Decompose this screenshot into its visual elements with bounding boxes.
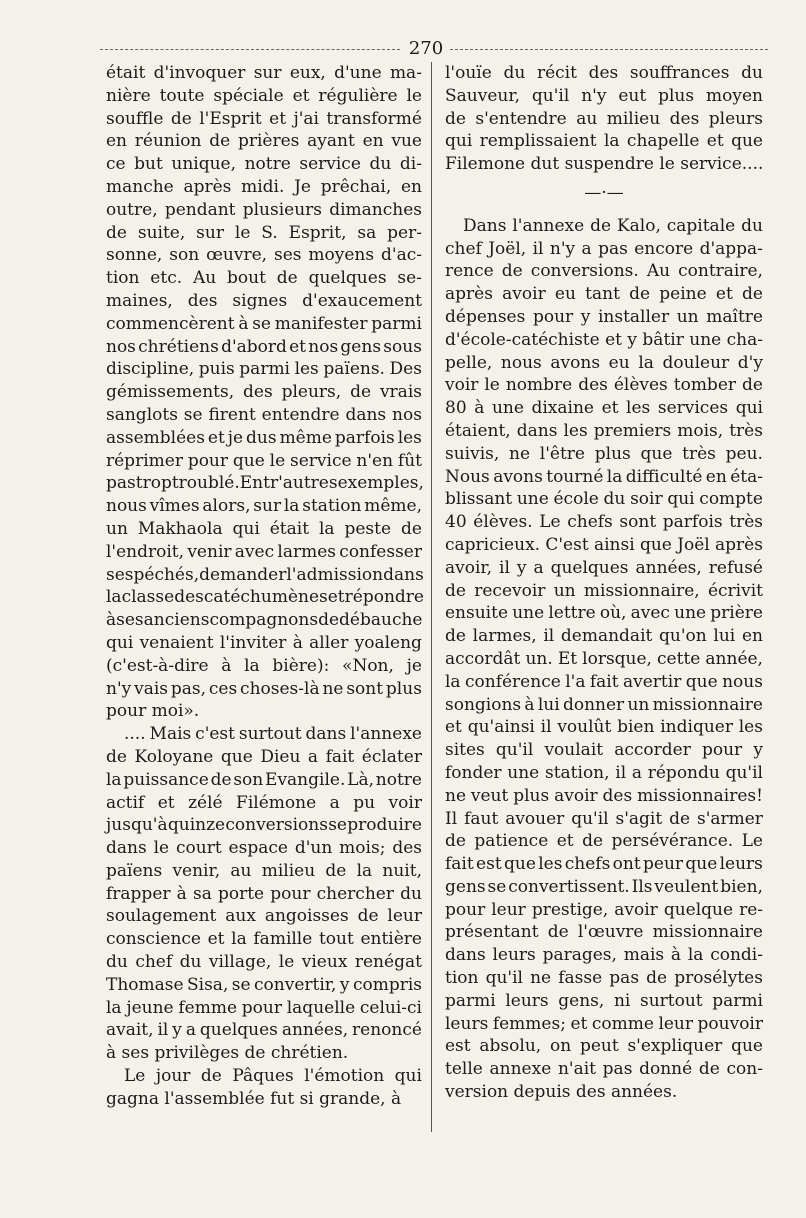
text-line: accordât un. Et lorsque, cette année, (445, 648, 763, 669)
text-line: ne veut plus avoir des missionnaires! (445, 785, 763, 806)
text-line: après avoir eu tant de peine et de (445, 284, 763, 305)
text-line: la jeune femme pour laquelle celui-ci (106, 997, 422, 1018)
text-line: pas trop troublé. Entr'autres exemples, (106, 473, 424, 494)
text-line: de suite, sur le S. Esprit, sa per- (106, 222, 422, 243)
text-line: est absolu, on peut s'expliquer que (445, 1036, 763, 1057)
text-line: gagna l'assemblée fut si grande, à (106, 1088, 402, 1109)
text-line: dans le court espace d'un mois; des (106, 838, 422, 859)
text-line: souffle de l'Esprit et j'ai transformé (106, 108, 422, 129)
text-line: pour moi». (106, 701, 200, 722)
text-line: nière toute spéciale et régulière le (106, 85, 422, 106)
section-separator: —·— (584, 182, 624, 203)
text-line: maines, des signes d'exaucement (106, 290, 422, 311)
text-line: parmi leurs gens, ni surtout parmi (445, 990, 763, 1011)
text-line: nous vîmes alors, sur la station même, (106, 496, 422, 517)
right-column (445, 62, 763, 1104)
text-line: .... Mais c'est surtout dans l'annexe (124, 724, 422, 745)
text-line: présentant de l'œuvre missionnaire (445, 922, 763, 943)
right-column-top-paragraph (445, 62, 763, 176)
text-line: l'ouïe du récit des souffrances du (445, 63, 763, 83)
text-line: rence de conversions. Au contraire, (445, 261, 763, 282)
text-line: conscience et la famille tout entière (106, 929, 422, 950)
text-line: gens se convertissent. Ils veulent bien, (445, 876, 763, 897)
text-line: de s'entendre au milieu des pleurs (445, 108, 763, 129)
text-line: leurs femmes; et comme leur pouvoir (445, 1013, 763, 1034)
column-divider (431, 62, 432, 1132)
text-line: à ses privilèges de chrétien. (106, 1043, 349, 1064)
text-line: la classe des catéchumènes et répondre (106, 587, 424, 608)
text-line: Dans l'annexe de Kalo, capitale du (463, 215, 763, 236)
text-line: qui venaient l'inviter à aller yoaleng (106, 632, 422, 653)
text-line: Sauveur, qu'il n'y eut plus moyen (445, 85, 763, 106)
text-line: la conférence l'a fait avertir que nous (445, 671, 763, 692)
text-line: en réunion de prières ayant en vue (106, 131, 422, 152)
text-line: tion qu'il ne fasse pas de prosélytes (445, 968, 763, 989)
text-line: outre, pendant plusieurs dimanches (106, 199, 422, 220)
text-line: tion etc. Au bout de quelques se- (106, 268, 422, 289)
text-line: du chef du village, le vieux renégat (106, 952, 422, 973)
text-line: jusqu'à quinze conversions se produire (106, 815, 422, 836)
text-line: Thomase Sisa, se convertir, y compris (106, 974, 422, 995)
text-line: commencèrent à se manifester parmi (106, 313, 422, 334)
text-line: sanglots se firent entendre dans nos (106, 404, 422, 425)
text-line: capricieux. C'est ainsi que Joël après (445, 534, 763, 555)
text-line: pelle, nous avons eu la douleur d'y (445, 352, 763, 373)
text-line: songions à lui donner un missionnaire (445, 694, 763, 715)
text-line: avait, il y a quelques années, renoncé (106, 1020, 422, 1041)
right-column-bottom-paragraph (445, 215, 763, 1104)
page-header (100, 38, 770, 60)
text-line: 40 élèves. Le chefs sont parfois très (445, 512, 763, 533)
left-column (106, 62, 422, 1111)
text-line: un Makhaola qui était la peste de (106, 518, 422, 539)
text-line: avoir, il y a quelques années, refusé (445, 557, 763, 578)
text-line: était d'invoquer sur eux, d'une ma- (106, 63, 422, 83)
text-line: réprimer pour que le service n'en fût (106, 450, 422, 471)
text-line: suivis, ne l'être plus que très peu. (445, 443, 763, 464)
text-line: de larmes, il demandait qu'on lui en (445, 626, 763, 647)
header-rule-right (450, 49, 768, 50)
page-number: 270 (405, 38, 447, 59)
text-line: frapper à sa porte pour chercher du (106, 883, 422, 904)
text-line: manche après midi. Je prêchai, en (106, 176, 422, 197)
text-line: et qu'ainsi il voulût bien indiquer les (445, 717, 763, 738)
text-line: actif et zélé Filémone a pu voir (106, 792, 422, 813)
text-line: dans leurs parages, mais à la condi- (445, 945, 763, 966)
text-line: Il faut avouer qu'il s'agit de s'armer (445, 808, 763, 829)
text-line: de patience et de persévérance. Le (445, 831, 763, 852)
text-line: qui remplissaient la chapelle et que (445, 131, 763, 152)
text-line: ensuite une lettre où, avec une prière (445, 603, 763, 624)
text-line: soulagement aux angoisses de leur (106, 906, 422, 927)
text-line: Filemone dut suspendre le service.... (445, 154, 764, 175)
text-line: assemblées et je dus même parfois les (106, 427, 422, 448)
text-line: discipline, puis parmi les païens. Des (106, 359, 422, 380)
text-line: d'école-catéchiste et y bâtir une cha- (445, 329, 763, 350)
text-line: sites qu'il voulait accorder pour y (445, 740, 763, 761)
text-line: ce but unique, notre service du di- (106, 154, 422, 175)
text-line: telle annexe n'ait pas donné de con- (445, 1059, 763, 1080)
text-line: ses péchés, demander l'admission dans (106, 564, 424, 585)
text-line: de recevoir un missionnaire, écrivit (445, 580, 763, 601)
text-line: n'y vais pas, ces choses-là ne sont plus (106, 678, 422, 699)
text-line: 80 à une dixaine et les services qui (445, 398, 763, 419)
text-line: (c'est-à-dire à la bière): «Non, je (106, 655, 422, 676)
text-line: étaient, dans les premiers mois, très (445, 420, 763, 441)
text-line: Le jour de Pâques l'émotion qui (124, 1066, 422, 1087)
text-line: l'endroit, venir avec larmes confesser (106, 541, 422, 562)
text-line: Nous avons tourné la difficulté en éta- (445, 466, 763, 487)
text-line: chef Joël, il n'y a pas encore d'appa- (445, 238, 763, 259)
text-line: sonne, son œuvre, ses moyens d'ac- (106, 245, 422, 266)
header-rule-left (100, 49, 400, 50)
text-line: pour leur prestige, avoir quelque re- (445, 899, 763, 920)
text-line: gémissements, des pleurs, de vrais (106, 382, 422, 403)
text-line: fait est que les chefs ont peur que leurs (445, 854, 763, 875)
text-line: fonder une station, il a répondu qu'il (445, 762, 763, 783)
text-line: à ses anciens compagnons de débauche (106, 610, 423, 631)
text-line: la puissance de son Evangile. Là, notre (106, 769, 422, 790)
text-line: version depuis des années. (445, 1082, 678, 1103)
text-line: blissant une école du soir qui compte (445, 489, 763, 510)
text-line: nos chrétiens d'abord et nos gens sous (106, 336, 422, 357)
text-line: voir le nombre des élèves tomber de (445, 375, 763, 396)
text-line: de Koloyane que Dieu a fait éclater (106, 746, 422, 767)
text-line: païens venir, au milieu de la nuit, (106, 860, 422, 881)
text-line: dépenses pour y installer un maître (445, 306, 763, 327)
